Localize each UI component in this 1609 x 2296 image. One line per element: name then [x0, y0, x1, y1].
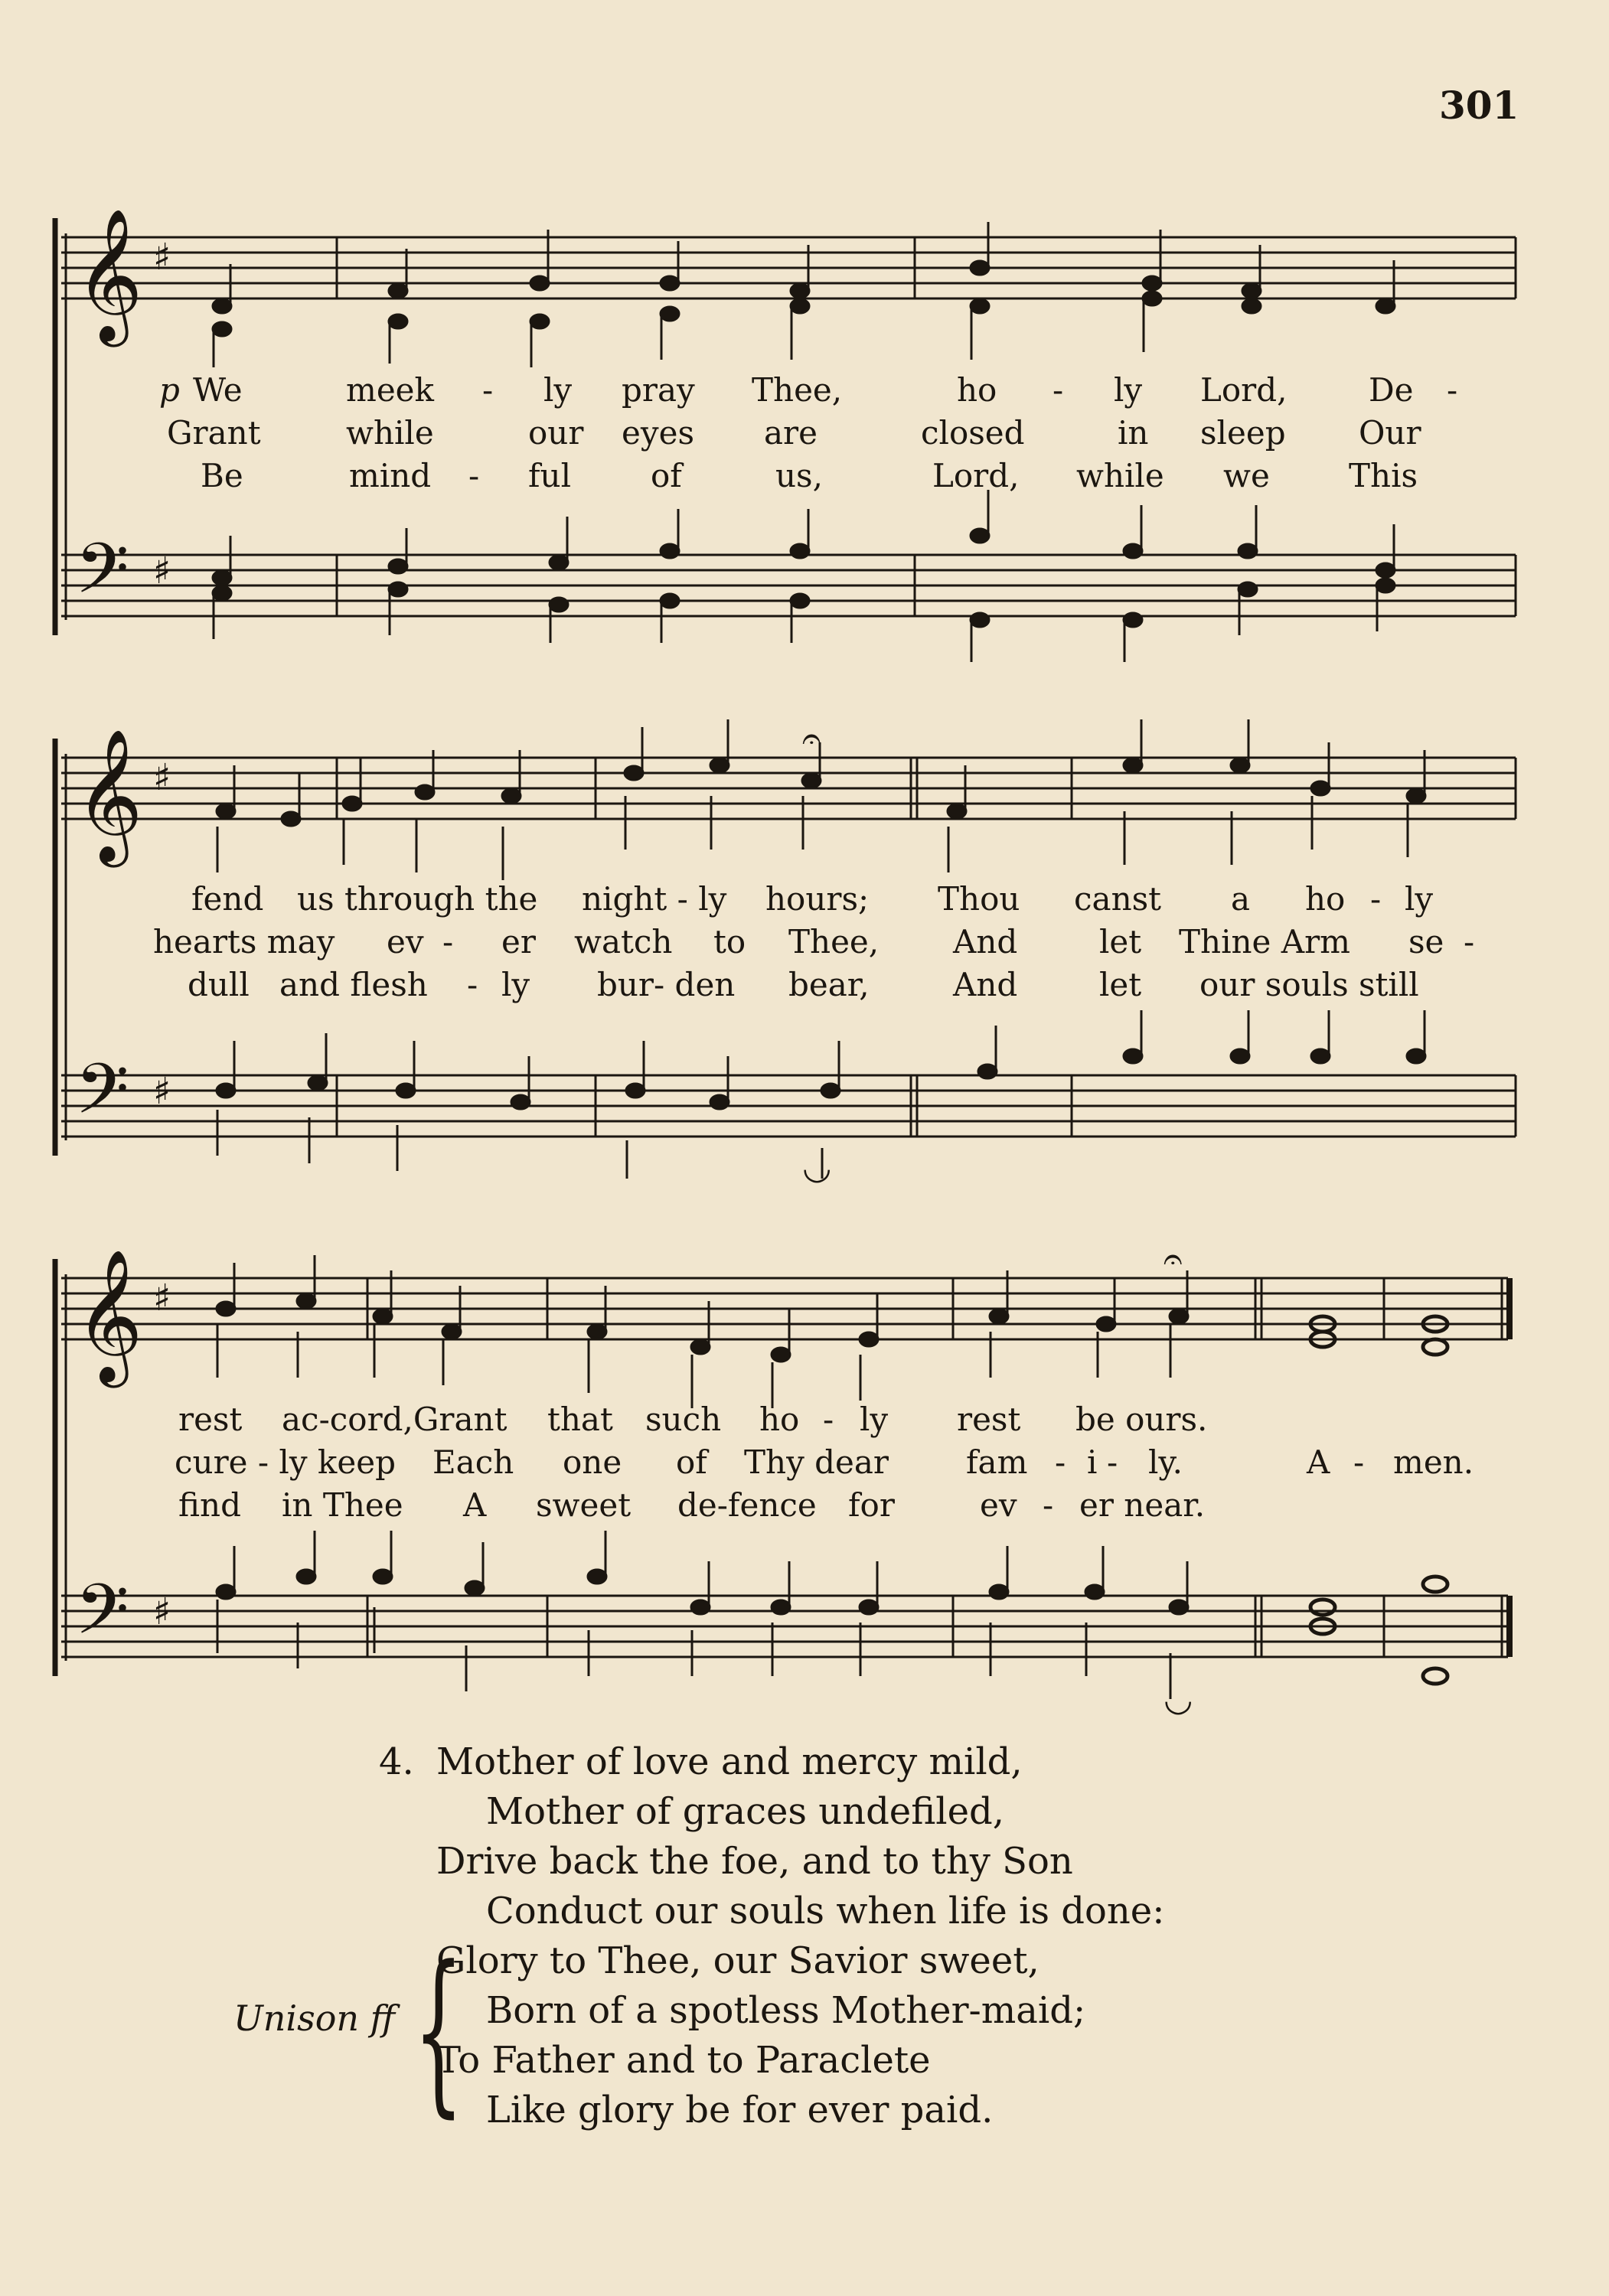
syllable: de-fence: [677, 1486, 817, 1524]
syllable: sweet: [536, 1486, 632, 1524]
syllable: rest: [178, 1401, 243, 1438]
syllable: And: [953, 966, 1018, 1003]
svg-text:𝄞: 𝄞: [75, 729, 143, 862]
syllable: while: [346, 414, 434, 452]
syllable: ful: [528, 457, 572, 494]
syllable: ev: [387, 923, 424, 960]
syllable: -: [468, 457, 480, 494]
syllable: our: [528, 414, 584, 452]
syllable: us,: [775, 457, 823, 494]
syllable: Thee,: [752, 371, 843, 409]
brace-icon: {: [413, 1929, 464, 2134]
svg-text:𝄢: 𝄢: [75, 1569, 129, 1667]
syllable: This: [1349, 457, 1418, 494]
syllable: let: [1099, 966, 1142, 1003]
svg-text:♯: ♯: [153, 236, 171, 279]
syllable: ho: [759, 1401, 800, 1438]
syllable: in: [1118, 414, 1149, 452]
svg-text:♯: ♯: [153, 1277, 171, 1319]
syllable: we: [1223, 457, 1270, 494]
syllable: ho: [957, 371, 997, 409]
syllable: ly: [1114, 371, 1143, 409]
syllable: And: [953, 923, 1018, 960]
syllable: find: [178, 1486, 241, 1524]
syllable: mind: [349, 457, 432, 494]
syllable: A: [463, 1486, 487, 1524]
syllable: men.: [1393, 1443, 1474, 1481]
syllable: hearts may: [153, 923, 335, 960]
syllable: Our: [1359, 414, 1421, 452]
syllable: se: [1408, 923, 1444, 960]
verse-line: To Father and to Paraclete: [436, 2039, 931, 2082]
syllable: ly: [501, 966, 530, 1003]
syllable: ly: [860, 1401, 889, 1438]
syllable: of: [651, 457, 682, 494]
syllable: -: [1043, 1486, 1054, 1524]
svg-text:𝄞: 𝄞: [75, 1249, 143, 1382]
syllable: Each: [432, 1443, 514, 1481]
lyric-line-3-1: [0, 1401, 1609, 1443]
syllable: Lord,: [1200, 371, 1288, 409]
syllable: ly: [543, 371, 573, 409]
svg-text:𝄞: 𝄞: [75, 208, 143, 341]
syllable: i: [1087, 1443, 1098, 1481]
syllable: us through the: [297, 880, 538, 918]
syllable: let: [1099, 923, 1142, 960]
syllable: Thy dear: [744, 1443, 889, 1481]
syllable: Thou: [938, 880, 1020, 918]
syllable: are: [764, 414, 818, 452]
syllable: pray: [622, 371, 695, 409]
syllable: our souls still: [1199, 966, 1419, 1003]
svg-text:𝄢: 𝄢: [75, 1049, 129, 1146]
svg-text:♯: ♯: [153, 1070, 171, 1113]
lyric-line-3-2: [0, 1443, 1609, 1486]
verse-line: Conduct our souls when life is done:: [486, 1890, 1165, 1932]
syllable: -: [482, 371, 494, 409]
svg-text:♯: ♯: [153, 756, 171, 799]
syllable: er: [501, 923, 536, 960]
verse-line: Like glory be for ever paid.: [486, 2089, 994, 2131]
syllable: of: [676, 1443, 707, 1481]
syllable: Thee,: [788, 923, 880, 960]
lyric-line-2-2: [0, 923, 1609, 966]
syllable: be ours.: [1075, 1401, 1208, 1438]
lyric-line-1-3: [0, 457, 1609, 500]
dynamic-marking: p: [159, 371, 180, 409]
lyric-line-2-1: [0, 880, 1609, 923]
syllable: night - ly: [582, 880, 727, 918]
syllable: bur- den: [597, 966, 736, 1003]
syllable: -: [1055, 1443, 1066, 1481]
staff-graphics-3: [0, 1041, 1609, 1730]
verse-line: Drive back the foe, and to thy Son: [436, 1840, 1073, 1883]
syllable: ac-cord,Grant: [282, 1401, 508, 1438]
verse-line: Glory to Thee, our Savior sweet,: [436, 1939, 1039, 1982]
syllable: for: [848, 1486, 895, 1524]
syllable: dull: [188, 966, 250, 1003]
syllable: watch: [574, 923, 673, 960]
syllable: -: [1353, 1443, 1365, 1481]
svg-text:◡: ◡: [802, 1148, 832, 1187]
syllable: a: [1231, 880, 1251, 918]
syllable: ho: [1305, 880, 1346, 918]
syllable: Thine Arm: [1179, 923, 1350, 960]
syllable: -: [823, 1401, 834, 1438]
syllable: that: [547, 1401, 613, 1438]
svg-text:𝄐: 𝄐: [802, 719, 821, 758]
syllable: canst: [1074, 880, 1162, 918]
verse-line: Mother of graces undefiled,: [486, 1790, 1004, 1833]
svg-text:♯: ♯: [153, 550, 171, 592]
syllable: A: [1307, 1443, 1330, 1481]
syllable: in Thee: [282, 1486, 403, 1524]
syllable: Lord,: [932, 457, 1020, 494]
syllable: such: [645, 1401, 722, 1438]
syllable: sleep: [1200, 414, 1286, 452]
syllable: to: [713, 923, 746, 960]
syllable: eyes: [622, 414, 694, 452]
page-number: 301: [1439, 83, 1519, 128]
syllable: -: [467, 966, 478, 1003]
syllable: and flesh: [279, 966, 428, 1003]
lyric-line-1-2: [0, 414, 1609, 457]
lyric-line-3-3: [0, 1486, 1609, 1529]
syllable: -: [1107, 1443, 1118, 1481]
syllable: cure - ly keep: [175, 1443, 396, 1481]
syllable: bear,: [788, 966, 870, 1003]
syllable: -: [1053, 371, 1064, 409]
syllable: one: [563, 1443, 622, 1481]
svg-text:♯: ♯: [153, 1590, 171, 1633]
verse-line: Born of a spotless Mother-maid;: [486, 1989, 1086, 2032]
svg-text:𝄢: 𝄢: [75, 528, 129, 626]
syllable: er near.: [1079, 1486, 1206, 1524]
syllable: ly.: [1148, 1443, 1183, 1481]
syllable: -: [1370, 880, 1382, 918]
syllable: -: [442, 923, 454, 960]
syllable: De: [1369, 371, 1414, 409]
syllable: hours;: [765, 880, 870, 918]
syllable: fam: [966, 1443, 1028, 1481]
syllable: ev: [980, 1486, 1017, 1524]
syllable: -: [1447, 371, 1458, 409]
syllable: Be: [201, 457, 243, 494]
syllable: rest: [957, 1401, 1021, 1438]
svg-text:𝄐: 𝄐: [1164, 1240, 1183, 1279]
verse-number: 4.: [379, 1740, 414, 1783]
syllable: meek: [346, 371, 434, 409]
unison-marking: Unison ff: [233, 1998, 396, 2039]
verse-line: Mother of love and mercy mild,: [436, 1740, 1023, 1783]
syllable: We: [193, 371, 243, 409]
svg-text:◡: ◡: [1164, 1680, 1193, 1719]
syllable: closed: [921, 414, 1025, 452]
syllable: Grant: [167, 414, 261, 452]
lyric-line-1-1: [0, 371, 1609, 414]
syllable: ly: [1405, 880, 1434, 918]
syllable: -: [1464, 923, 1475, 960]
lyric-line-2-3: [0, 966, 1609, 1009]
syllable: while: [1076, 457, 1164, 494]
syllable: fend: [191, 880, 264, 918]
